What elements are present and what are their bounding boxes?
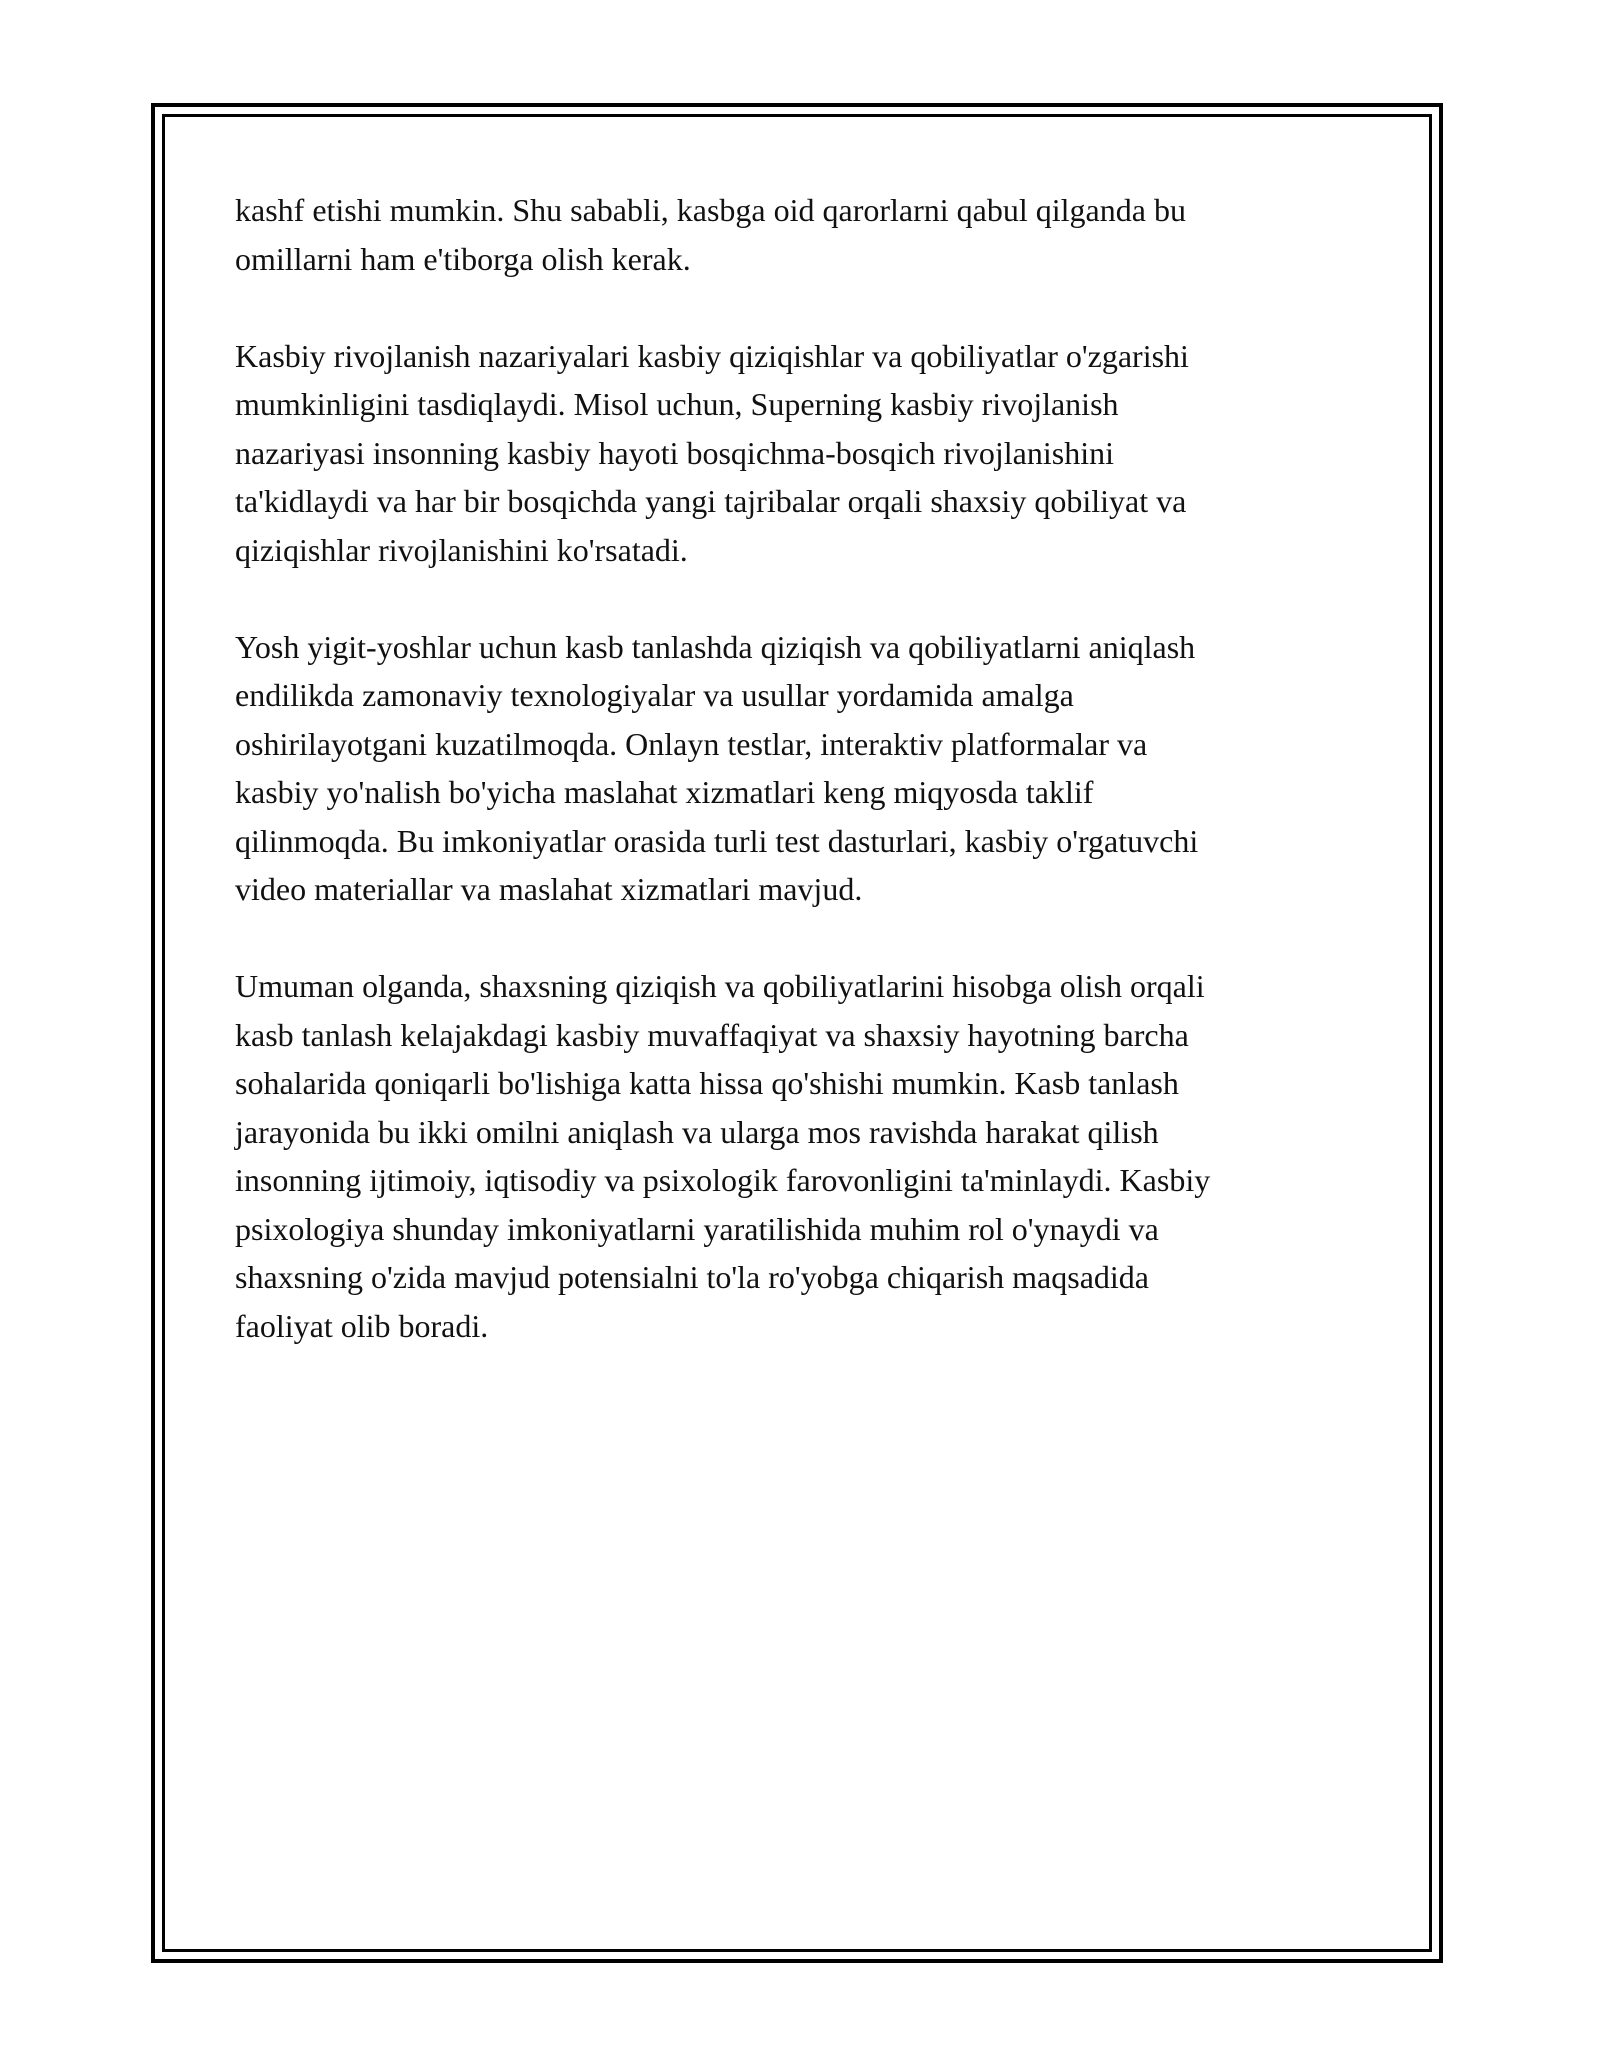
paragraph-1-line-2: omillarni ham e'tiborga olish kerak. [235, 240, 691, 277]
paragraph-4-line-4: jarayonida bu ikki omilni aniqlash va ularga mos ravishda harakat qilish [235, 1113, 1159, 1150]
paragraph-3-line-6: video materiallar va maslahat xizmatlari mavjud. [235, 871, 863, 907]
paragraph-2-line-3: nazariyasi insonning kasbiy hayoti bosqichma-bosqich rivojlanishini [235, 434, 1114, 471]
paragraph-3-line-4: kasbiy yo'nalish bo'yicha maslahat xizmatlari keng miqyosda taklif [235, 774, 1094, 810]
paragraph-4 [235, 962, 1365, 1350]
paragraph-3-line-5: qilinmoqda. Bu imkoniyatlar orasida turli test dasturlari, kasbiy o'rgatuvchi [235, 822, 1199, 859]
paragraph-4-line-2: kasb tanlash kelajakdagi kasbiy muvaffaqiyat va shaxsiy hayotning barcha [235, 1016, 1189, 1053]
paragraph-3 [235, 623, 1365, 914]
paragraph-2-line-1: Kasbiy rivojlanish nazariyalari kasbiy qiziqishlar va qobiliyatlar o'zgarishi [235, 337, 1189, 374]
paragraph-4-line-7: shaxsning o'zida mavjud potensialni to'la ro'yobga chiqarish maqsadida [235, 1259, 1149, 1295]
paragraph-4-line-6: psixologiya shunday imkoniyatlarni yaratilishida muhim rol o'ynaydi va [235, 1210, 1159, 1247]
paragraph-3-line-1: Yosh yigit-yoshlar uchun kasb tanlashda qiziqish va qobiliyatlarni aniqlash [235, 628, 1196, 665]
paragraph-2-line-2: mumkinligini tasdiqlaydi. Misol uchun, Superning kasbiy rivojlanish [235, 386, 1119, 422]
paragraph-2 [235, 332, 1365, 575]
paragraph-4-line-5: insonning ijtimoiy, iqtisodiy va psixologik farovonligini ta'minlaydi. Kasbiy [235, 1162, 1211, 1198]
page-content [235, 186, 1365, 1399]
paragraph-4-line-8: faoliyat olib boradi. [235, 1307, 489, 1344]
paragraph-3-line-2: endilikda zamonaviy texnologiyalar va usullar yordamida amalga [235, 677, 1074, 713]
paragraph-2-line-5: qiziqishlar rivojlanishini ko'rsatadi. [235, 531, 688, 568]
paragraph-2-line-4: ta'kidlaydi va har bir bosqichda yangi tajribalar orqali shaxsiy qobiliyat va [235, 483, 1187, 519]
paragraph-1 [235, 186, 1365, 283]
paragraph-4-line-3: sohalarida qoniqarli bo'lishiga katta hissa qo'shishi mumkin. Kasb tanlash [235, 1065, 1179, 1101]
paragraph-1-line-1: kashf etishi mumkin. Shu sababli, kasbga oid qarorlarni qabul qilganda bu [235, 192, 1186, 228]
paragraph-4-line-1: Umuman olganda, shaxsning qiziqish va qobiliyatlarini hisobga olish orqali [235, 968, 1205, 1004]
paragraph-3-line-3: oshirilayotgani kuzatilmoqda. Onlayn testlar, interaktiv platformalar va [235, 725, 1148, 762]
